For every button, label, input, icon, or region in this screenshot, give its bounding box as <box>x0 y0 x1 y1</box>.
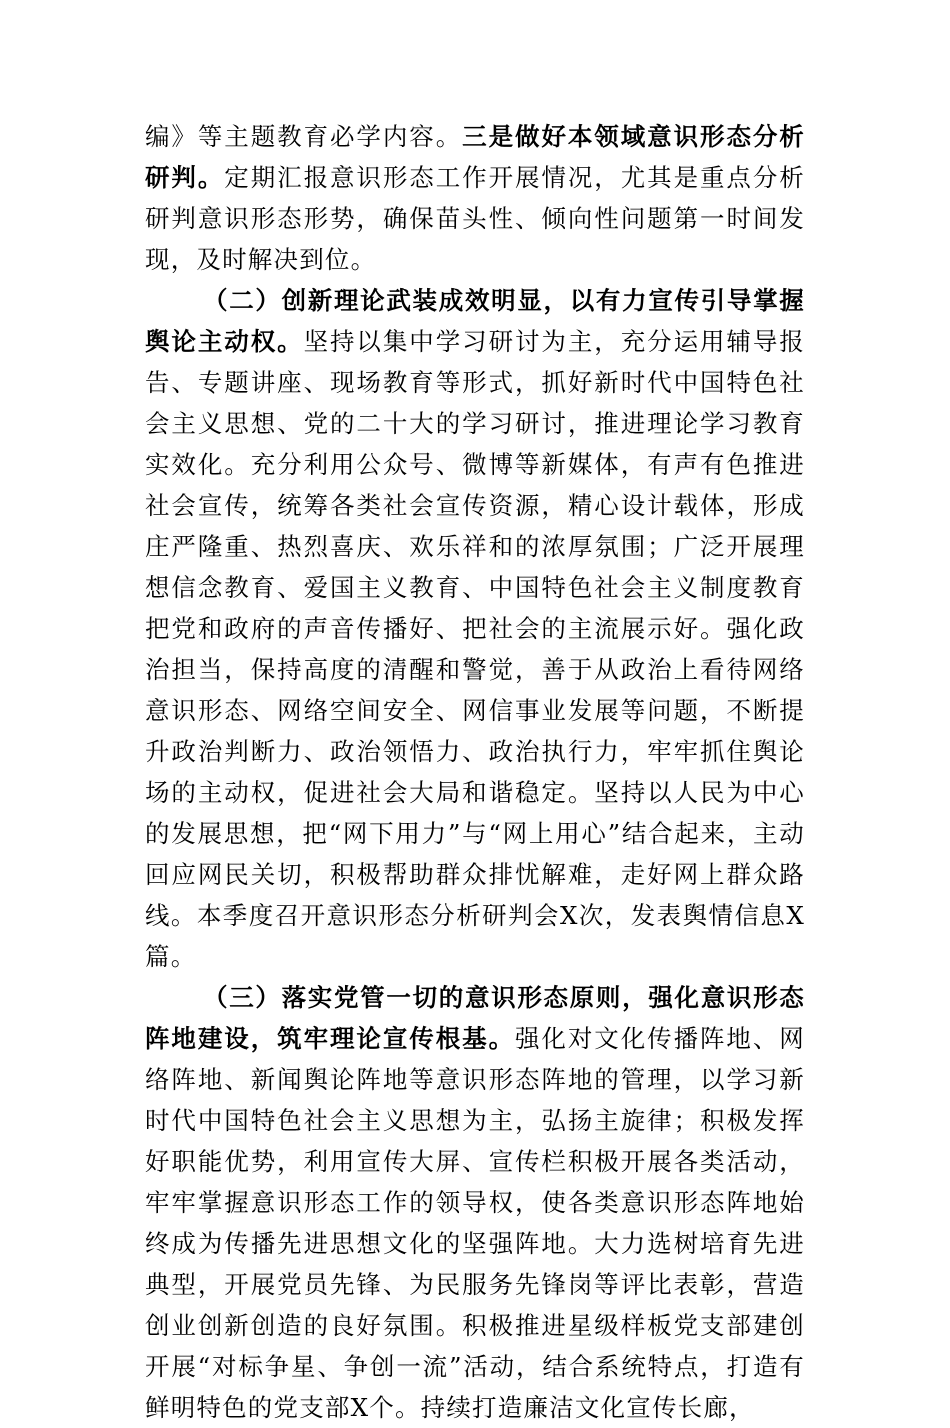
section-three-body: 强化对文化传播阵地、网络阵地、新闻舆论阵地等意识形态阵地的管理，以学习新时代中国特色社会主义思想为主，弘扬主旋律；积极发挥好职能优势，利用宣传大屏、宣传栏积极开展各类活动，牢牢掌握意识形态工作的领导权，使各类意识形态阵地始终成为传播先进思想文化的坚强阵地。大力选树培育先进典型，开展党员先锋、为民服务先锋岗等评比表彰，营造创业创新创造的良好氛围。积极推进星级样板党支部建创开展“对标争星、争创一流”活动，结合系统特点，打造有鲜明特色的党支部X个。持续打造廉洁文化宣传长廊， <box>145 1024 805 1422</box>
document-body <box>145 116 805 1428</box>
paragraph-1-body: 定期汇报意识形态工作开展情况，尤其是重点分析研判意识形态形势，确保苗头性、倾向性问题第一时间发现，及时解决到位。 <box>145 163 805 274</box>
paragraph-3 <box>145 977 805 1428</box>
paragraph-2 <box>145 280 805 977</box>
section-three-heading: （三）落实党管一切的意识形态原则，强化意识形态阵地建设，筑牢理论宣传根基。 <box>145 983 805 1053</box>
point-three-heading: 三是做好本领域意识形态分析研判。 <box>145 122 805 192</box>
section-two-heading: （二）创新理论武装成效明显，以有力宣传引导掌握舆论主动权。 <box>145 286 805 356</box>
paragraph-1 <box>145 116 805 280</box>
paragraph-1-lead: 编》等主题教育必学内容。 <box>145 122 463 151</box>
section-two-body: 坚持以集中学习研讨为主，充分运用辅导报告、专题讲座、现场教育等形式，抓好新时代中国特色社会主义思想、党的二十大的学习研讨，推进理论学习教育实效化。充分利用公众号、微博等新媒体，有声有色推进社会宣传，统筹各类社会宣传资源，精心设计载体，形成庄严隆重、热烈喜庆、欢乐祥和的浓厚氛围；广泛开展理想信念教育、爱国主义教育、中国特色社会主义制度教育把党和政府的声音传播好、把社会的主流展示好。强化政治担当，保持高度的清醒和警觉，善于从政治上看待网络意识形态、网络空间安全、网信事业发展等问题，不断提升政治判断力、政治领悟力、政治执行力，牢牢抓住舆论场的主动权，促进社会大局和谐稳定。坚持以人民为中心的发展思想，把“网下用力”与“网上用心”结合起来，主动回应网民关切，积极帮助群众排忧解难，走好网上群众路线。本季度召开意识形态分析研判会X次，发表舆情信息X篇。 <box>145 327 805 971</box>
